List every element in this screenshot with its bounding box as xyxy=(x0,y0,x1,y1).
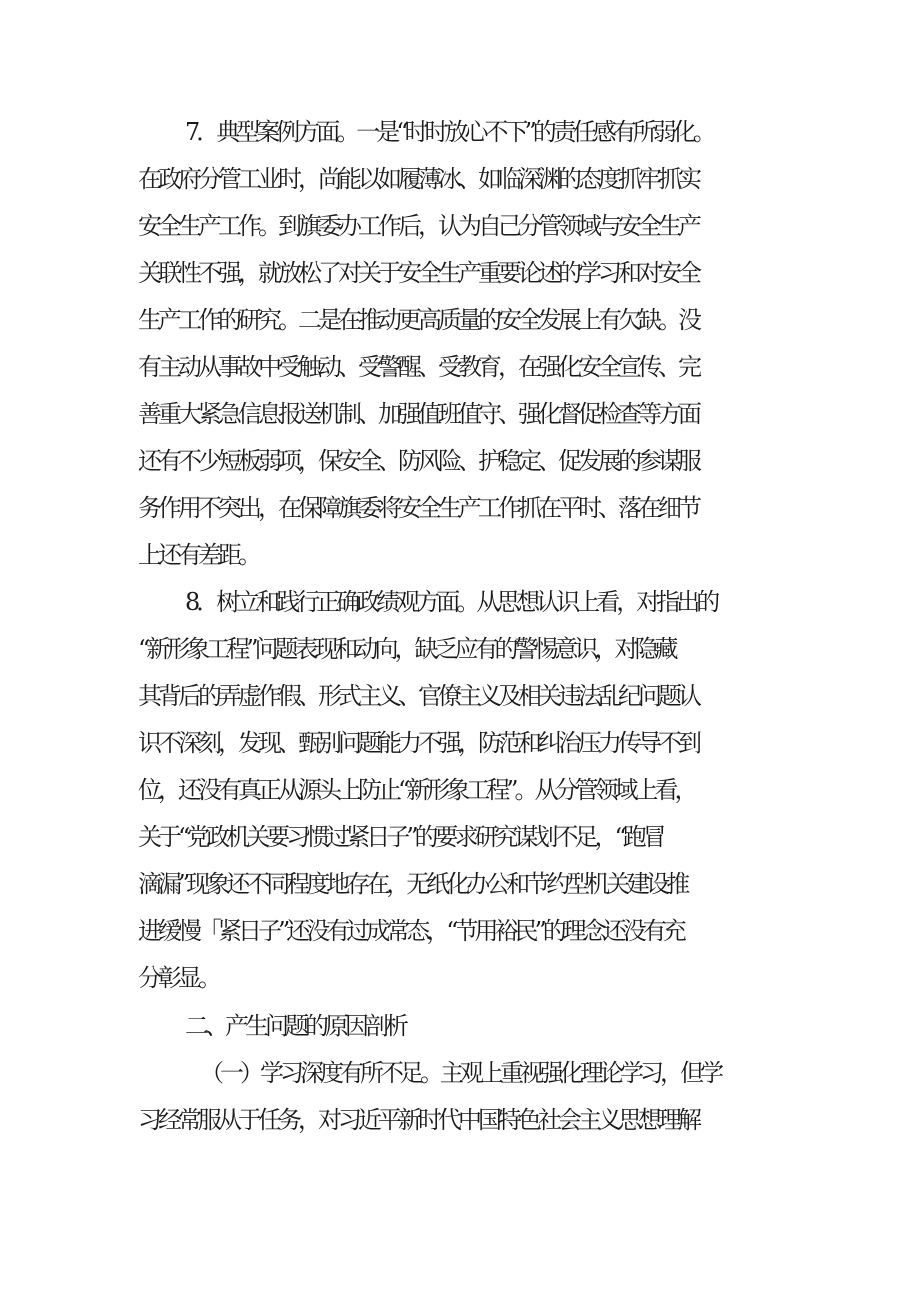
text-line: 关于“党政机关要习惯过紧日子”的要求研究谋划不足，“跑冒 xyxy=(138,823,663,851)
text-line: 务作用不突出，在保障旗委将安全生产工作抓在平时、落在细节 xyxy=(138,494,698,522)
text-line: 分彰显。 xyxy=(138,964,218,992)
text-line: 上还有差距。 xyxy=(138,541,258,569)
section-heading: 二、产生问题的原因剖析 xyxy=(185,1012,405,1040)
text-line: 还有不少短板弱项，保安全、防风险、护稳定、促发展的参谋服 xyxy=(138,447,698,475)
text-line: （一）学习深度有所不足。主观上重视强化理论学习，但学 xyxy=(200,1059,720,1087)
text-line: 生产工作的研究。二是在推动更高质量的安全发展上有欠缺。没 xyxy=(138,306,698,334)
text-line: 善重大紧急信息报送机制、加强值班值守、强化督促检查等方面 xyxy=(138,400,698,428)
text-line: 位，还没有真正从源头上防止“新形象工程”。从分管领域上看， xyxy=(138,776,695,804)
text-line: 7．典型案例方面。一是“时时放心不下”的责任感有所弱化。 xyxy=(185,118,713,146)
text-line: 在政府分管工业时，尚能以如履薄冰、如临深渊的态度抓牢抓实 xyxy=(138,165,698,193)
text-line: 8．树立和践行正确政绩观方面。从思想认识上看，对指出的 xyxy=(185,588,717,616)
text-line: 识不深刻，发现、甄别问题能力不强，防范和纠治压力传导不到 xyxy=(138,729,698,757)
text-line: “新形象工程”问题表现和动向，缺乏应有的警惕意识，对隐藏 xyxy=(138,635,675,663)
text-line: 安全生产工作。到旗委办工作后，认为自己分管领域与安全生产 xyxy=(138,212,698,240)
text-line: 进缓慢「紧日子”还没有过成常态，“节用裕民”的理念还没有充 xyxy=(138,917,683,945)
text-line: 其背后的弄虚作假、形式主义、官僚主义及相关违法乱纪问题认 xyxy=(138,682,698,710)
text-line: 滴漏”现象还不同程度地存在，无纸化办公和节约型机关建设推 xyxy=(138,870,687,898)
text-line: 有主动从事故中受触动、受警醒、受教育，在强化安全宣传、完 xyxy=(138,353,698,381)
text-line: 习经常服从于任务，对习近平新时代中国特色社会主义思想理解 xyxy=(138,1106,698,1134)
text-line: 关联性不强，就放松了对关于安全生产重要论述的学习和对安全 xyxy=(138,259,698,287)
